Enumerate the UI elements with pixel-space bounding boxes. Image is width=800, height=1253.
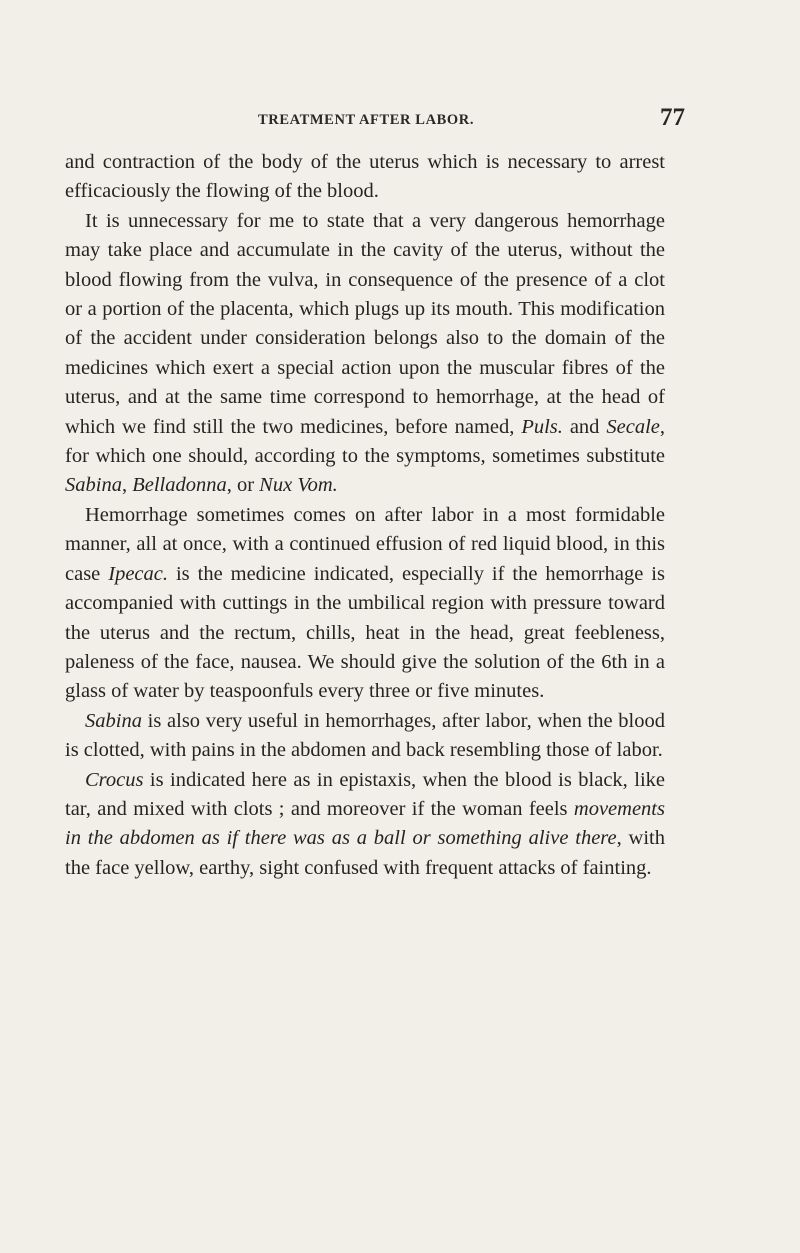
- paragraph-2: [65, 207, 665, 501]
- remedy-ipecac: Ipecac.: [108, 562, 168, 585]
- paragraph-2-text-2: and: [562, 415, 607, 438]
- paragraph-2-text-5: , or: [226, 474, 260, 497]
- running-head: TREATMENT AFTER LABOR.: [258, 112, 475, 128]
- remedy-secale: Secale: [606, 415, 660, 438]
- remedy-crocus: Crocus: [85, 768, 144, 791]
- paragraph-2-text-4: ,: [121, 474, 133, 497]
- paragraph-2-text: It is unnecessary for me to state that a very dangerous hemorrhage may take place and accumulate in the cavity of the uterus, without the blood flowing from the vulva, in consequence of the presence of a clot or a portion of the placenta, which plugs up its mouth. This modification of the accident under consideration belongs also to the domain of the medicines which exert a special action upon the muscular fibres of the uterus, and at the same time correspond to hemorrhage, at the head of which we find still the two medicines, before named,: [65, 209, 665, 438]
- remedy-sabina-2: Sabina: [85, 709, 142, 732]
- remedy-puls: Puls.: [521, 415, 563, 438]
- paragraph-5-text-2: , with the face yellow, earthy, sight confused with frequent attacks of fainting.: [65, 827, 666, 879]
- page-number: 77: [660, 104, 685, 131]
- paragraph-1-text: and contraction of the body of the uterus which is necessary to arrest efficaciously the flowing of the blood.: [65, 151, 665, 203]
- paragraph-4: [65, 707, 665, 766]
- paragraph-3: [65, 501, 665, 707]
- paragraph-4-text: is also very useful in hemorrhages, after labor, when the blood is clotted, with pains in the abdomen and back resembling those of labor.: [65, 709, 665, 762]
- paragraph-5-text: is indicated here as in epistaxis, when the blood is black, like tar, and mixed with clots ; and moreover if the woman feels: [65, 768, 665, 820]
- paragraph-3-text-2: is the medicine indicated, especially if the hemorrhage is accompanied with cuttings in the umbilical region with pressure toward the uterus and the rectum, chills, heat in the head, great feebleness, paleness of the face, nausea. We should give the solution of the 6th in a glass of water by teaspoonfuls every three or five minutes.: [65, 562, 665, 703]
- paragraph-3-text: Hemorrhage sometimes comes on after labor in a most formidable manner, all at once, with a continued effusion of red liquid blood, in this case: [65, 503, 665, 585]
- body-text: [65, 148, 665, 883]
- emphasized-symptom: movements in the abdomen as if there was as a ball or something alive there: [65, 797, 665, 850]
- remedy-nux-vom: Nux Vom.: [259, 474, 338, 497]
- paragraph-5: [65, 766, 665, 884]
- paragraph-2-text-3: , for which one should, according to the symptoms, sometimes substitute: [65, 415, 665, 468]
- remedy-sabina: Sabina: [65, 474, 122, 497]
- paragraph-1: [65, 148, 665, 207]
- remedy-belladonna: Belladonna: [132, 474, 227, 497]
